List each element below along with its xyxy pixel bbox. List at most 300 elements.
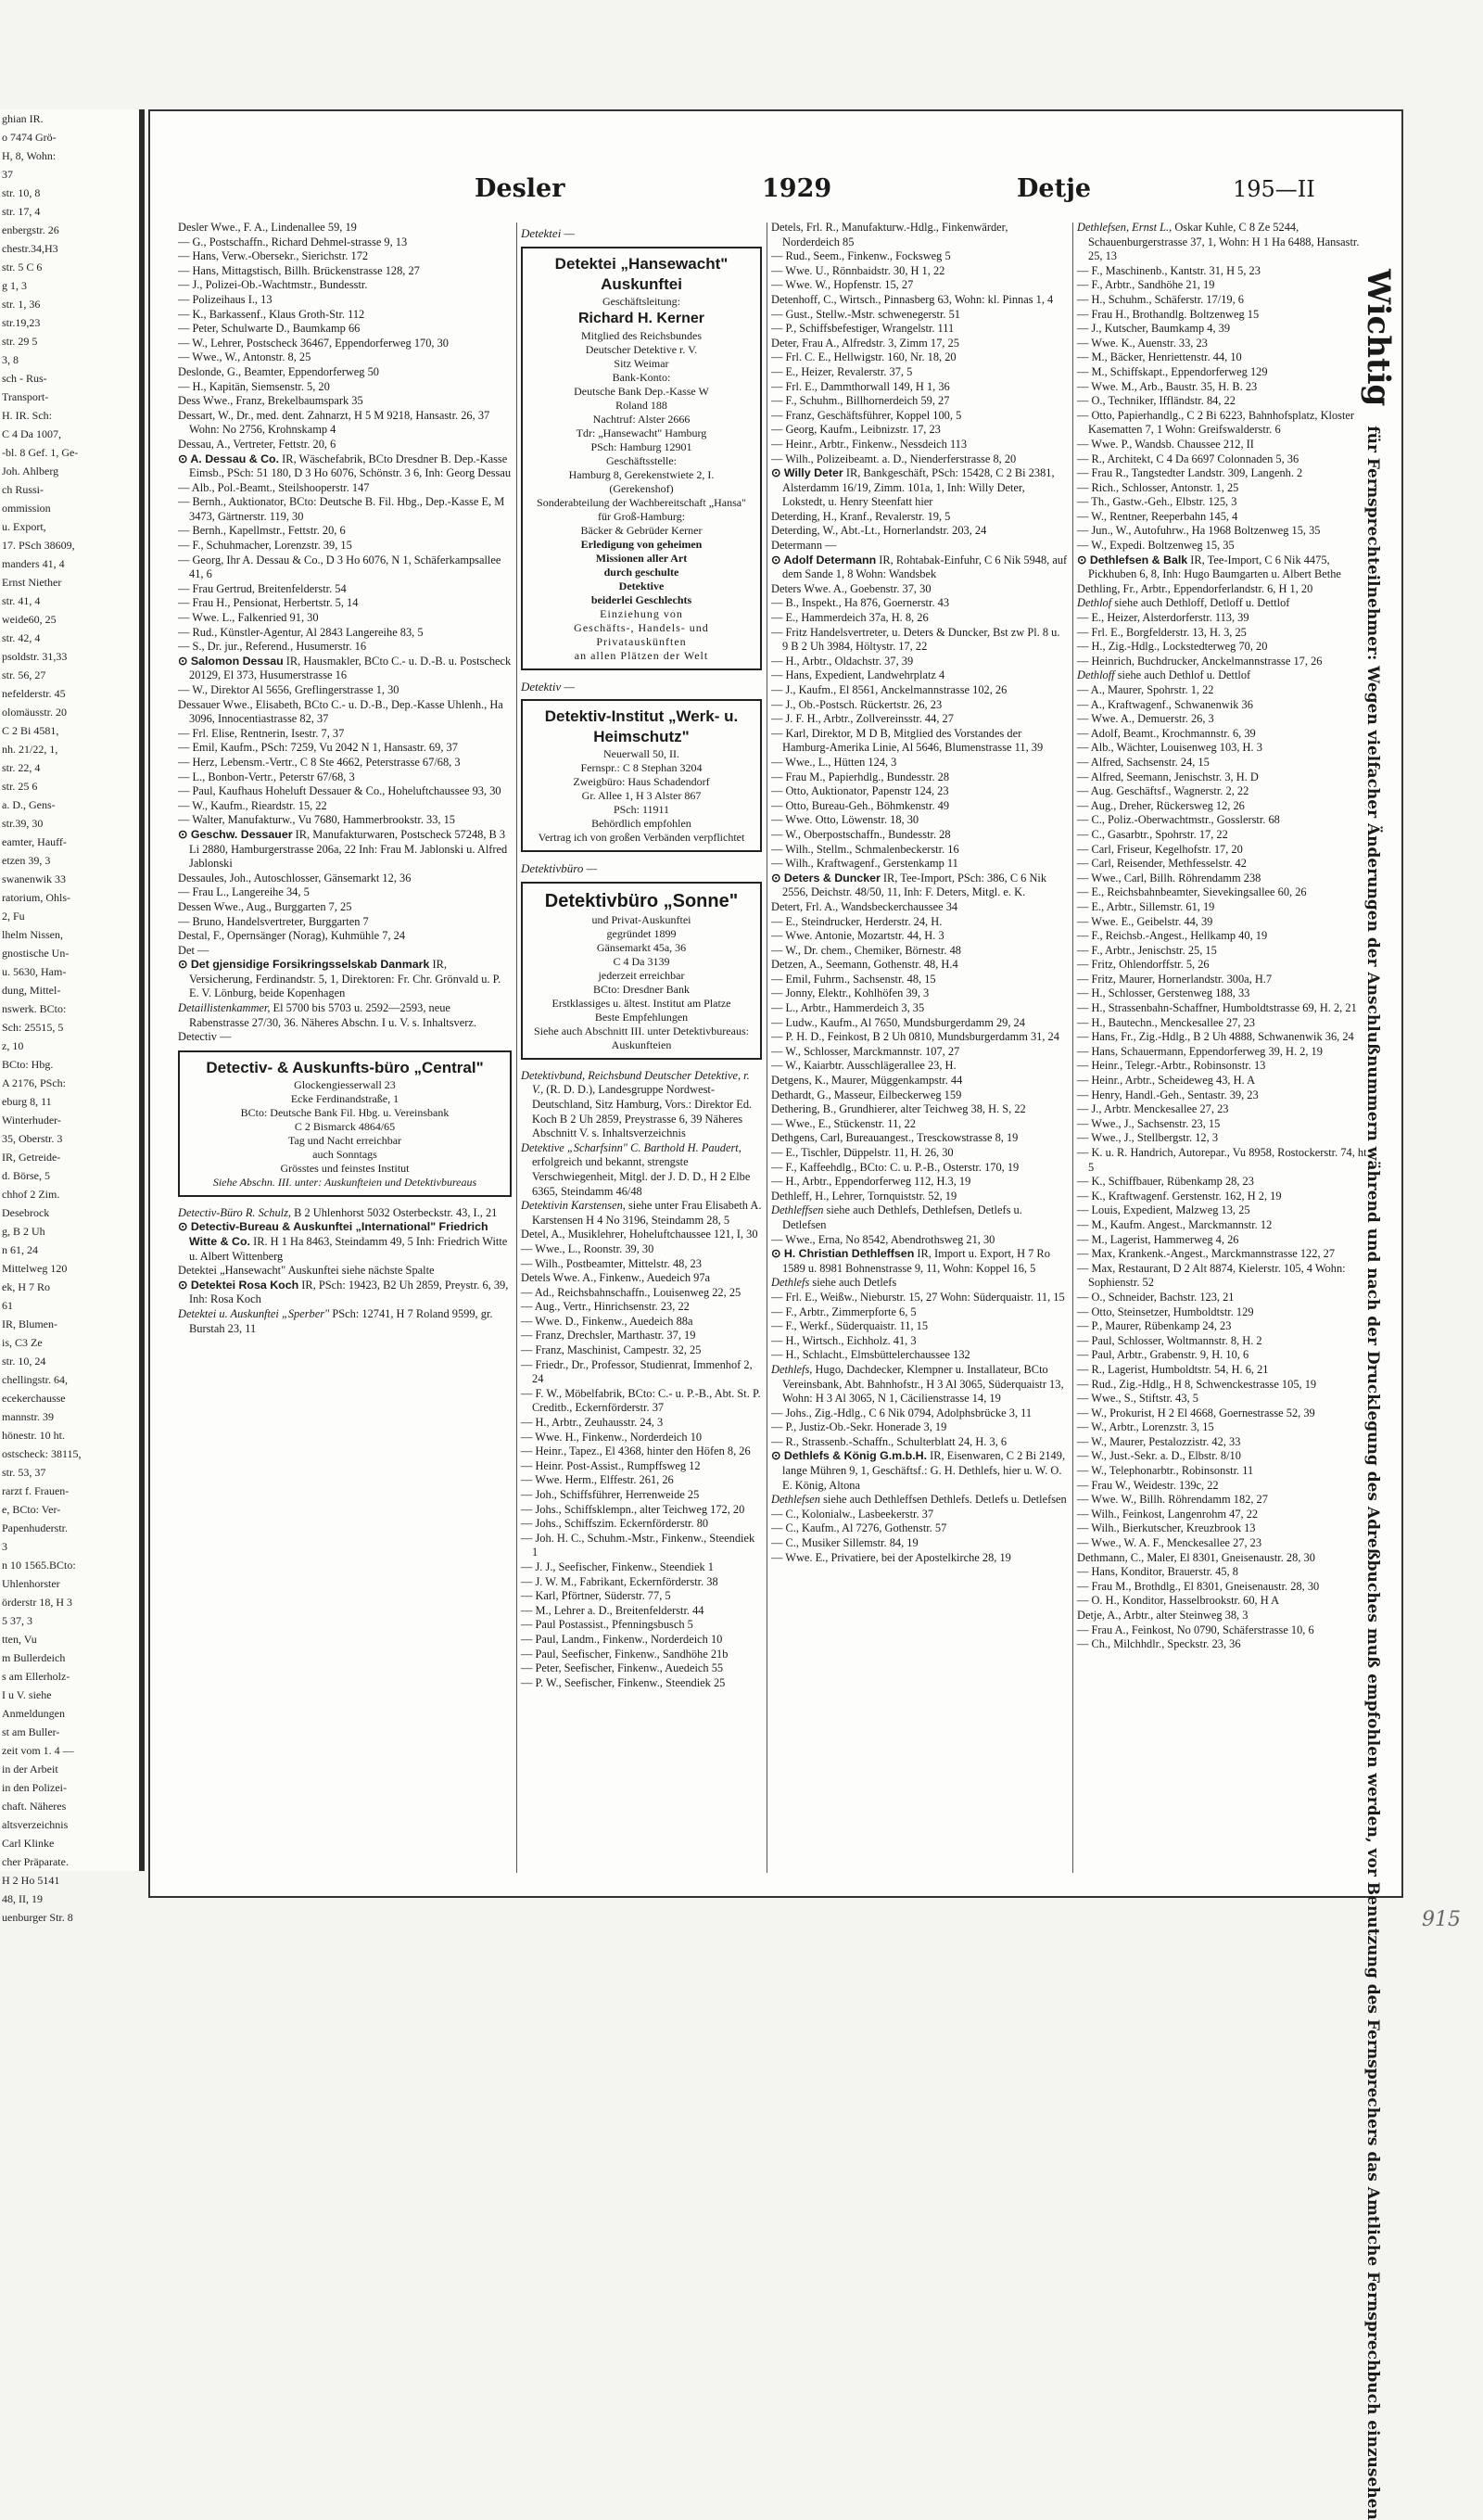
entry-text: — Bernh., Auktionator, BCto: Deutsche B. Fil. Hbg., Dep.-Kasse E, M 3473, Gärtnerstr. 119, 30 bbox=[178, 495, 505, 523]
directory-entry bbox=[1077, 1637, 1374, 1652]
directory-entry bbox=[771, 466, 1068, 510]
entry-text: siehe auch Detlefs bbox=[809, 1276, 897, 1290]
directory-entry bbox=[178, 885, 512, 900]
strip-line: Desebrock bbox=[2, 1206, 50, 1219]
entry-text: — Rud., Künstler-Agentur, Al 2843 Langereihe 83, 5 bbox=[178, 625, 424, 639]
entry-text: — Hans, Mittagstisch, Billh. Brückenstrasse 128, 27 bbox=[178, 263, 420, 277]
entry-text: — Frl. E., Borgfelderstr. 13, H. 3, 25 bbox=[1077, 625, 1247, 639]
strip-line: Uhlenhorster bbox=[2, 1577, 60, 1590]
directory-entry bbox=[1077, 308, 1374, 323]
directory-entry bbox=[521, 1431, 762, 1445]
strip-line: Mittelweg 120 bbox=[2, 1262, 68, 1275]
entry-text: — Johs., Schiffszim. Eckernförderstr. 80 bbox=[521, 1517, 709, 1531]
directory-entry bbox=[771, 1233, 1068, 1248]
directory-entry bbox=[178, 900, 512, 915]
directory-entry bbox=[771, 1435, 1068, 1450]
entry-text: — Wwe. Antonie, Mozartstr. 44, H. 3 bbox=[771, 929, 944, 943]
entry-text: Detels Wwe. A., Finkenw., Auedeich 97a bbox=[521, 1271, 711, 1285]
entry-text: — Wilh., Feinkost, Langenrohm 47, 22 bbox=[1077, 1507, 1259, 1521]
entry-text: Det — bbox=[178, 943, 209, 957]
directory-entry bbox=[1077, 1319, 1374, 1334]
entry-firm-name: ⊙ Geschw. Dessauer bbox=[178, 827, 293, 841]
entry-text: — S., Dr. jur., Referend., Husumerstr. 16 bbox=[178, 640, 367, 654]
entry-heading: Dethloff bbox=[1077, 668, 1115, 682]
strip-line: 3 bbox=[2, 1540, 7, 1553]
entry-text: — Wwe. D., Finkenw., Auedeich 88a bbox=[521, 1314, 693, 1328]
directory-entry bbox=[1077, 813, 1374, 828]
entry-text: Detzen, A., Seemann, Gothenstr. 48, H.4 bbox=[771, 958, 958, 972]
strip-line: e, BCto: Ver- bbox=[2, 1503, 61, 1516]
strip-line: is, C3 Ze bbox=[2, 1336, 43, 1349]
ad-line: Gänsemarkt 45a, 36 bbox=[596, 940, 687, 954]
ad-line: Ecke Ferdinandstraße, 1 bbox=[290, 1091, 399, 1105]
directory-entry bbox=[1077, 727, 1374, 742]
entry-text: — P., Justiz-Ob.-Sekr. Honerade 3, 19 bbox=[771, 1420, 947, 1434]
entry-text: — E., Arbtr., Sillemstr. 61, 19 bbox=[1077, 899, 1215, 913]
directory-entry bbox=[1077, 944, 1374, 959]
directory-entry bbox=[178, 828, 512, 872]
entry-text: IR, Tee-Import, PSch: 386, C 6 Nik 2556, Deichstr. 48/50, 11, Inh: F. Deters, Mitgl. e. K. bbox=[782, 871, 1047, 899]
entry-text: — K. u. R. Handrich, Autorepar., Vu 8958, Rostockerstr. 74, ht., 5 bbox=[1077, 1146, 1373, 1174]
entry-text: Detektei „Hansewacht" Auskunftei siehe nächste Spalte bbox=[178, 1264, 435, 1278]
directory-entry bbox=[771, 1190, 1068, 1204]
strip-line: tten, Vu bbox=[2, 1633, 37, 1646]
ad-line: Grösstes und feinstes Institut bbox=[280, 1161, 410, 1175]
directory-entry bbox=[1077, 640, 1374, 655]
entry-text: — Hans, Schauermann, Eppendorferweg 39, H. 2, 19 bbox=[1077, 1044, 1323, 1058]
entry-text: — Paul, Kaufhaus Hoheluft Dessauer & Co., Hoheluftchaussee 93, 30 bbox=[178, 784, 501, 798]
directory-entry bbox=[1077, 885, 1374, 900]
directory-entry bbox=[1077, 1348, 1374, 1363]
directory-entry bbox=[178, 1264, 512, 1279]
directory-entry bbox=[1077, 337, 1374, 351]
entry-text: — Rud., Seem., Finkenw., Focksweg 5 bbox=[771, 249, 951, 263]
strip-line: H 2 Ho 5141 bbox=[2, 1874, 60, 1887]
entry-text: — Aug. Geschäftsf., Wagnerstr. 2, 22 bbox=[1077, 784, 1249, 798]
entry-text: — Wwe. Otto, Löwenstr. 18, 30 bbox=[771, 813, 919, 827]
directory-entry bbox=[771, 828, 1068, 843]
entry-text: Destal, F., Opernsänger (Norag), Kuhmühle 7, 24 bbox=[178, 929, 406, 943]
directory-entry bbox=[1077, 582, 1374, 597]
entry-text: — G., Postschaffn., Richard Dehmel-strasse 9, 13 bbox=[178, 235, 408, 248]
entry-text: Dessen Wwe., Aug., Burggarten 7, 25 bbox=[178, 899, 352, 913]
directory-entry bbox=[178, 221, 512, 235]
entry-text: — Frau W., Weidestr. 139c, 22 bbox=[1077, 1478, 1219, 1492]
entry-text: — Frau Gertrud, Breitenfelderstr. 54 bbox=[178, 581, 347, 595]
ad-line: Geschäftsleitung: bbox=[602, 294, 680, 308]
directory-entry bbox=[771, 1131, 1068, 1146]
entry-text: — Wwe., S., Stiftstr. 43, 5 bbox=[1077, 1392, 1198, 1406]
directory-entry bbox=[1077, 828, 1374, 843]
strip-line: str. 5 C 6 bbox=[2, 261, 43, 274]
directory-entry bbox=[521, 1648, 762, 1662]
directory-entry bbox=[1077, 986, 1374, 1001]
entry-text: — W., Arbtr., Lorenzstr. 3, 15 bbox=[1077, 1420, 1214, 1434]
directory-entry bbox=[771, 1551, 1068, 1566]
strip-line: s am Ellerholz- bbox=[2, 1670, 70, 1683]
strip-line: chellingstr. 64, bbox=[2, 1373, 68, 1386]
directory-entry bbox=[1077, 915, 1374, 930]
entry-text: — P. H. D., Feinkost, B 2 Uh 0810, Mundsburgerdamm 31, 24 bbox=[771, 1030, 1059, 1044]
strip-line: str. 22, 4 bbox=[2, 761, 41, 774]
entry-text: siehe auch Dethlefs, Dethlefsen, Detlefs u. Detlefsen bbox=[782, 1203, 1022, 1231]
entry-text: — Wwe., Erna, No 8542, Abendrothsweg 21, 30 bbox=[771, 1232, 995, 1246]
entry-text: — Wilh., Bierkutscher, Kreuzbrook 13 bbox=[1077, 1521, 1256, 1535]
directory-entry bbox=[771, 1030, 1068, 1045]
header-last-name: Detje bbox=[1017, 174, 1092, 203]
directory-entry bbox=[771, 986, 1068, 1001]
section-label: Detektei — bbox=[521, 226, 576, 240]
entry-text: Dethleff, H., Lehrer, Tornquiststr. 52, 19 bbox=[771, 1189, 957, 1203]
entry-text: — Otto, Bureau-Geh., Böhmkenstr. 49 bbox=[771, 798, 950, 812]
strip-line: 37 bbox=[2, 168, 13, 181]
strip-line: nefelderstr. 45 bbox=[2, 687, 66, 700]
entry-text: — H., Schuhm., Schäferstr. 17/19, 6 bbox=[1077, 292, 1244, 306]
ad-title: Detectiv- & Auskunfts-büro „Central" bbox=[206, 1058, 484, 1076]
entry-text: — Hans, Expedient, Landwehrplatz 4 bbox=[771, 668, 945, 682]
entry-text: — W., Prokurist, H 2 El 4668, Goernestrasse 52, 39 bbox=[1077, 1406, 1315, 1419]
entry-text: IR, Tee-Import, C 6 Nik 4475, Pickhuben 6, 8, Inh: Hugo Baumgarten u. Albert Bethe bbox=[1088, 553, 1341, 581]
entry-text: — J. J., Seefischer, Finkenw., Steendiek 1 bbox=[521, 1559, 714, 1573]
entry-text: — Heinr., Tapez., El 4368, hinter den Höfen 8, 26 bbox=[521, 1445, 751, 1458]
directory-entry bbox=[771, 1291, 1068, 1305]
entry-text: — Karl, Pförtner, Süderstr. 77, 5 bbox=[521, 1589, 671, 1603]
entry-text: — F., Reichsb.-Angest., Hellkamp 40, 19 bbox=[1077, 929, 1268, 943]
entry-text: — Otto, Steinsetzer, Humboldtstr. 129 bbox=[1077, 1305, 1254, 1318]
ad-line: jederzeit erreichbar bbox=[598, 968, 685, 982]
entry-text: IR, Eisenwaren, C 2 Bi 2149, lange Mühren 9, 1, Geschäftsf.: G. H. Dethlefs, hier u. W. O. E. König, Altona bbox=[782, 1449, 1066, 1492]
directory-entry bbox=[1077, 1420, 1374, 1435]
directory-entry bbox=[521, 1517, 762, 1532]
entry-text: — Wwe. M., Arb., Baustr. 35, H. B. 23 bbox=[1077, 379, 1258, 393]
entry-text: Dethgens, Carl, Bureauangest., Tresckowstrasse 8, 19 bbox=[771, 1131, 1019, 1145]
directory-entry bbox=[1077, 1247, 1374, 1262]
strip-line: Joh. Ahlberg bbox=[2, 465, 59, 477]
strip-line: etzen 39, 3 bbox=[2, 854, 51, 867]
entry-heading: Dethlefs bbox=[771, 1276, 810, 1290]
directory-entry bbox=[521, 1286, 762, 1301]
directory-entry bbox=[178, 394, 512, 409]
directory-entry bbox=[178, 929, 512, 944]
entry-text: — Th., Gastw.-Geh., Elbstr. 125, 3 bbox=[1077, 495, 1237, 509]
strip-line: str.19,23 bbox=[2, 316, 41, 329]
entry-text: — Ludw., Kaufm., Al 7650, Mundsburgerdamm 29, 24 bbox=[771, 1015, 1025, 1029]
entry-text: — Joh., Schiffsführer, Herrenweide 25 bbox=[521, 1488, 700, 1501]
entry-firm-name: ⊙ Dethlefs & König G.m.b.H. bbox=[771, 1449, 928, 1463]
entry-text: — Henry, Handl.-Geh., Sentastr. 39, 23 bbox=[1077, 1088, 1259, 1101]
directory-entry bbox=[1077, 1580, 1374, 1595]
directory-entry bbox=[1077, 1493, 1374, 1508]
directory-entry bbox=[1077, 1479, 1374, 1494]
directory-column-1 bbox=[178, 221, 512, 1880]
directory-entry bbox=[178, 249, 512, 264]
directory-entry bbox=[178, 683, 512, 698]
entry-text: — E., Reichsbahnbeamter, Sievekingsallee 60, 26 bbox=[1077, 885, 1307, 899]
strip-line: ek, H 7 Ro bbox=[2, 1280, 50, 1293]
directory-entry bbox=[521, 1315, 762, 1330]
ad-title: Detektei „Hansewacht" Auskunftei bbox=[554, 254, 729, 293]
directory-entry bbox=[771, 524, 1068, 539]
strip-line: chaft. Näheres bbox=[2, 1800, 67, 1813]
side-notice-text: für Fernsprechteilnehmer: Wegen vielfacher Änderungen der Anschlußnummern während und nach der Drucklegung des Adreßbuches muß empfohlen werden, vor Benutzung des Fernsprechers das Amtliche Fernsprechbuch einzusehen bbox=[1363, 426, 1382, 2520]
entry-text: — O., Schneider, Bachstr. 123, 21 bbox=[1077, 1290, 1235, 1304]
entry-text: — Gust., Stellw.-Mstr. schwenegerstr. 51 bbox=[771, 307, 960, 321]
entry-text: — W., Schlosser, Marckmannstr. 107, 27 bbox=[771, 1044, 960, 1058]
directory-entry bbox=[178, 337, 512, 351]
entry-text: — Friedr., Dr., Professor, Studienrat, Immenhof 2, 24 bbox=[521, 1357, 753, 1386]
ad-sonne bbox=[521, 882, 762, 1060]
directory-entry bbox=[178, 582, 512, 597]
entry-text: Detgens, K., Maurer, Müggenkampstr. 44 bbox=[771, 1074, 963, 1088]
directory-entry bbox=[771, 929, 1068, 944]
directory-entry bbox=[771, 1161, 1068, 1176]
directory-entry bbox=[1077, 1334, 1374, 1349]
directory-entry bbox=[771, 1247, 1068, 1276]
entry-text: — Heinr. Post-Assist., Rumpffsweg 12 bbox=[521, 1458, 701, 1472]
entry-text: — L., Bonbon-Vertr., Peterstr 67/68, 3 bbox=[178, 770, 355, 783]
ad-line: PSch: Hamburg 12901 bbox=[590, 439, 692, 453]
entry-text: — Paul, Landm., Finkenw., Norderdeich 10 bbox=[521, 1632, 723, 1646]
ad-line: Nachtruf: Alster 2666 bbox=[592, 412, 691, 426]
directory-entry bbox=[521, 1069, 762, 1141]
directory-column-2 bbox=[521, 221, 762, 1880]
directory-entry bbox=[771, 784, 1068, 799]
directory-entry bbox=[521, 1271, 762, 1286]
entry-text: — Wwe. E., Privatiere, bei der Apostelkirche 28, 19 bbox=[771, 1550, 1011, 1564]
entry-firm-name: ⊙ Adolf Determann bbox=[771, 553, 877, 566]
entry-text: — Adolf, Beamt., Krochmannstr. 6, 39 bbox=[1077, 726, 1256, 740]
directory-entry bbox=[771, 611, 1068, 626]
directory-entry bbox=[1077, 554, 1374, 582]
ad-line: Geschäftsstelle: bbox=[606, 453, 677, 467]
directory-entry bbox=[1077, 1218, 1374, 1233]
entry-text: — F., Arbtr., Zimmerpforte 6, 5 bbox=[771, 1305, 917, 1318]
directory-entry bbox=[1077, 495, 1374, 510]
strip-line: u. 5630, Ham- bbox=[2, 965, 67, 978]
entry-firm-name: ⊙ A. Dessau & Co. bbox=[178, 452, 280, 465]
entry-text: IR, Versicherung, Ferdinandstr. 5, 1, Direktoren: Fr. Chr. Grönvald u. P. E. V. Lönburg, beide Kopenhagen bbox=[189, 958, 501, 1000]
directory-entry bbox=[771, 1536, 1068, 1551]
directory-entry bbox=[771, 799, 1068, 814]
strip-line: 17. PSch 38609, bbox=[2, 539, 75, 552]
entry-text: Deslonde, G., Beamter, Eppendorferweg 50 bbox=[178, 364, 379, 378]
entry-text: — F. W., Möbelfabrik, BCto: C.- u. P.-B., Abt. St. P. Creditb., Eckernförderstr. 37 bbox=[521, 1386, 761, 1415]
ad-line: Deutscher Detektive r. V. bbox=[585, 342, 698, 356]
entry-text: — Aug., Dreher, Rückersweg 12, 26 bbox=[1077, 798, 1245, 812]
strip-line: nswerk. BCto: bbox=[2, 1002, 67, 1015]
directory-entry bbox=[521, 1560, 762, 1575]
entry-text: — L., Arbtr., Hammerdeich 3, 35 bbox=[771, 1001, 925, 1015]
strip-line: str. 1, 36 bbox=[2, 298, 41, 311]
directory-entry bbox=[521, 1329, 762, 1343]
strip-line: str. 29 5 bbox=[2, 335, 38, 348]
directory-entry bbox=[178, 915, 512, 930]
entry-text: — M., Kaufm. Angest., Marckmannstr. 12 bbox=[1077, 1217, 1273, 1231]
entry-text: — F., Schuhmacher, Lorenzstr. 39, 15 bbox=[178, 539, 352, 553]
entry-text: siehe auch Dethlof u. Dettlof bbox=[1114, 668, 1251, 682]
ad-line: PSch: 11911 bbox=[613, 803, 670, 817]
directory-entry bbox=[178, 278, 512, 293]
entry-firm-name: ⊙ Willy Deter bbox=[771, 466, 843, 480]
directory-entry bbox=[521, 1199, 762, 1228]
entry-text: IR, Manufakturwaren, Postscheck 57248, B 3 Li 2880, Hamburgerstrasse 206a, 22 Inh: Frau M. Jablonski u. Alfred Jablonski bbox=[189, 827, 508, 871]
entry-text: — C., Kolonialw., Lasbeekerstr. 37 bbox=[771, 1507, 934, 1521]
directory-entry bbox=[771, 1363, 1068, 1406]
strip-line: in den Polizei- bbox=[2, 1781, 67, 1794]
directory-entry bbox=[521, 1618, 762, 1633]
entry-text: — Bernh., Kapellmstr., Fettstr. 20, 6 bbox=[178, 524, 346, 538]
entry-firm-name: ⊙ Detectiv-Bureau & Auskunftei „International" Friedrich Witte & Co. bbox=[178, 1220, 488, 1249]
directory-page bbox=[148, 109, 1461, 2520]
directory-entry bbox=[1077, 1190, 1374, 1204]
entry-text: Dessauer Wwe., Elisabeth, BCto C.- u. D.-B., Dep.-Kasse Uhlenh., Ha 3096, Innocentiastrasse 82, 37 bbox=[178, 697, 503, 726]
entry-text: — E., Tischler, Düppelstr. 11, H. 26, 30 bbox=[771, 1146, 954, 1159]
directory-entry bbox=[771, 698, 1068, 713]
entry-text: — Alfred, Seemann, Jenischstr. 3, H. D bbox=[1077, 770, 1259, 783]
directory-entry bbox=[178, 1030, 512, 1045]
entry-text: — Peter, Seefischer, Finkenw., Auedeich 55 bbox=[521, 1661, 724, 1675]
entry-text: — Frl. C. E., Hellwigstr. 160, Nr. 18, 20 bbox=[771, 350, 957, 364]
entry-text: — W., Kaiarbtr. Ausschlägerallee 23, H. bbox=[771, 1059, 957, 1073]
entry-heading: Detectiv-Büro R. Schulz, bbox=[178, 1205, 292, 1219]
entry-text: — Wwe., J., Stellbergstr. 12, 3 bbox=[1077, 1131, 1219, 1145]
directory-entry bbox=[178, 235, 512, 250]
strip-line: u. Export, bbox=[2, 520, 46, 533]
entry-heading: Dethlefs, bbox=[771, 1362, 813, 1376]
directory-entry bbox=[771, 452, 1068, 467]
strip-line: 35, Oberstr. 3 bbox=[2, 1132, 63, 1145]
strip-line: a. D., Gens- bbox=[2, 798, 56, 811]
entry-text: — Bruno, Handelsvertreter, Burggarten 7 bbox=[178, 914, 369, 928]
strip-line: IR, Blumen- bbox=[2, 1317, 57, 1330]
directory-entry bbox=[1077, 843, 1374, 858]
section-label: Detektiv — bbox=[521, 679, 576, 694]
directory-entry bbox=[771, 308, 1068, 323]
strip-line: uenburger Str. 8 bbox=[2, 1911, 73, 1924]
column-rule bbox=[516, 223, 517, 1873]
strip-line: manders 41, 4 bbox=[2, 557, 65, 570]
directory-entry bbox=[178, 1279, 512, 1307]
directory-entry bbox=[521, 1228, 762, 1242]
entry-text: — E., Steindrucker, Herderstr. 24, H. bbox=[771, 914, 943, 928]
entry-heading: Detektivbund, Reichsbund Deutscher Detektive, r. V., bbox=[521, 1068, 750, 1097]
directory-entry bbox=[1077, 857, 1374, 872]
entry-firm-name: ⊙ Detektei Rosa Koch bbox=[178, 1278, 299, 1292]
entry-text: Hugo, Dachdecker, Klempner u. Installateur, BCto Vereinsbank, Abt. Bahnhofstr., H 3 Al 3065, Süderquaistr 13, Wohn: H 3 Al 3065, N 1, Cäcilienstrasse 14, 19 bbox=[782, 1362, 1064, 1406]
strip-line: H, 8, Wohn: bbox=[2, 149, 57, 162]
directory-entry bbox=[1077, 1102, 1374, 1117]
directory-entry bbox=[1077, 524, 1374, 539]
strip-line: str. 17, 4 bbox=[2, 205, 41, 218]
strip-line: 3, 8 bbox=[2, 353, 19, 366]
directory-entry bbox=[178, 596, 512, 611]
ad-line: an allen Plätzen der Welt bbox=[574, 648, 709, 662]
directory-entry bbox=[771, 1449, 1068, 1493]
strip-line: psoldstr. 31,33 bbox=[2, 650, 68, 663]
directory-entry bbox=[1077, 929, 1374, 944]
entry-text: — C., Musiker Sillemstr. 84, 19 bbox=[771, 1536, 919, 1550]
entry-text: — C., Kaufm., Al 7276, Gothenstr. 57 bbox=[771, 1521, 947, 1535]
entry-text: — H., Schlacht., Elmsbüttelerchaussee 132 bbox=[771, 1348, 970, 1362]
directory-entry bbox=[521, 1459, 762, 1474]
directory-entry bbox=[178, 539, 512, 554]
directory-entry bbox=[178, 365, 512, 380]
directory-entry bbox=[521, 1343, 762, 1358]
entry-text: — M., Bäcker, Henriettenstr. 44, 10 bbox=[1077, 350, 1242, 364]
strip-line: olomäusstr. 20 bbox=[2, 706, 68, 719]
directory-entry bbox=[178, 1220, 512, 1264]
entry-text: — W., Telephonarbtr., Robinsonstr. 11 bbox=[1077, 1464, 1254, 1478]
directory-entry bbox=[521, 1589, 762, 1604]
entry-text: siehe auch Dethleffsen Dethlefs. Detlefs u. Detlefsen bbox=[820, 1493, 1067, 1507]
entry-text: — M., Lehrer a. D., Breitenfelderstr. 44 bbox=[521, 1603, 704, 1617]
entry-text: — Emil, Fuhrm., Sachsenstr. 48, 15 bbox=[771, 972, 936, 986]
entry-text: — A., Kraftwagenf., Schwanenwik 36 bbox=[1077, 697, 1253, 711]
entry-text: — Wwe. U., Rönnbaidstr. 30, H 1, 22 bbox=[771, 263, 945, 277]
ad-line: Glockengiesserwall 23 bbox=[294, 1077, 396, 1091]
entry-text: IR, PSch: 19423, B2 Uh 2859, Preystr. 6, 39, Inh: Rosa Koch bbox=[189, 1278, 509, 1306]
entry-text: — Rich., Schlosser, Antonstr. 1, 25 bbox=[1077, 480, 1239, 494]
directory-entry bbox=[178, 1206, 512, 1221]
entry-text: — W., Rentner, Reeperbahn 145, 4 bbox=[1077, 509, 1238, 523]
entry-text: Dessau, A., Vertreter, Fettstr. 20, 6 bbox=[178, 437, 336, 451]
strip-line: g, B 2 Uh bbox=[2, 1225, 45, 1238]
strip-line: eamter, Hauff- bbox=[2, 835, 67, 848]
directory-entry bbox=[771, 350, 1068, 365]
directory-entry bbox=[178, 495, 512, 524]
entry-text: — J., Arbtr. Menckesallee 27, 23 bbox=[1077, 1102, 1229, 1116]
entry-text: — Fritz Handelsvertreter, u. Deters & Duncker, Bst zw Pl. 8 u. 9 B 2 Uh 3984, Höltystr. 17, 22 bbox=[771, 625, 1060, 654]
directory-entry bbox=[771, 1334, 1068, 1349]
entry-text: — Jonny, Elektr., Kohlhöfen 39, 3 bbox=[771, 986, 930, 1000]
directory-entry bbox=[771, 1146, 1068, 1161]
ad-line: Roland 188 bbox=[615, 398, 667, 412]
entry-text: — P., Schiffsbefestiger, Wrangelstr. 111 bbox=[771, 322, 955, 336]
strip-line: lhelm Nissen, bbox=[2, 928, 63, 941]
entry-text: — J. F. H., Arbtr., Zollvereinsstr. 44, 27 bbox=[771, 712, 954, 726]
entry-text: — W., Maurer, Pestalozzistr. 42, 33 bbox=[1077, 1434, 1241, 1448]
directory-entry bbox=[1077, 973, 1374, 987]
strip-line: chestr.34,H3 bbox=[2, 242, 58, 255]
entry-text: — J., Polizei-Ob.-Wachtmstr., Bundesstr. bbox=[178, 278, 368, 292]
directory-entry bbox=[178, 727, 512, 742]
ad-line: Sonderabteilung der Wachbereitschaft „Hansa" bbox=[537, 495, 746, 509]
directory-entry bbox=[178, 958, 512, 1001]
ad-line: (Gerekenshof) bbox=[609, 481, 674, 495]
directory-entry bbox=[1077, 510, 1374, 525]
strip-line: örderstr 18, H 3 bbox=[2, 1596, 72, 1609]
ad-line: Hamburg 8, Gerekenstwiete 2, I. bbox=[568, 467, 715, 481]
entry-text: — R., Architekt, C 4 Da 6697 Colonnaden 5, 36 bbox=[1077, 452, 1299, 465]
directory-entry bbox=[1077, 799, 1374, 814]
directory-entry bbox=[771, 423, 1068, 438]
strip-line: eburg 8, 11 bbox=[2, 1095, 52, 1108]
entry-text: — Carl, Reisender, Methfesselstr. 42 bbox=[1077, 857, 1247, 871]
directory-entry bbox=[521, 1661, 762, 1676]
entry-text: — Wwe., J., Sachsenstr. 23, 15 bbox=[1077, 1116, 1221, 1130]
directory-entry bbox=[521, 1676, 762, 1691]
entry-text: — Max, Krankenk.-Angest., Marckmannstrasse 122, 27 bbox=[1077, 1247, 1336, 1261]
directory-entry bbox=[178, 741, 512, 756]
directory-entry bbox=[178, 756, 512, 770]
strip-line: A 2176, PSch: bbox=[2, 1076, 67, 1089]
strip-line: swanenwik 33 bbox=[2, 872, 66, 885]
directory-entry bbox=[178, 452, 512, 481]
directory-entry bbox=[178, 799, 512, 814]
entry-text: — W., Dr. chem., Chemiker, Börnestr. 48 bbox=[771, 943, 961, 957]
directory-entry bbox=[771, 337, 1068, 351]
page-header bbox=[150, 111, 1401, 213]
